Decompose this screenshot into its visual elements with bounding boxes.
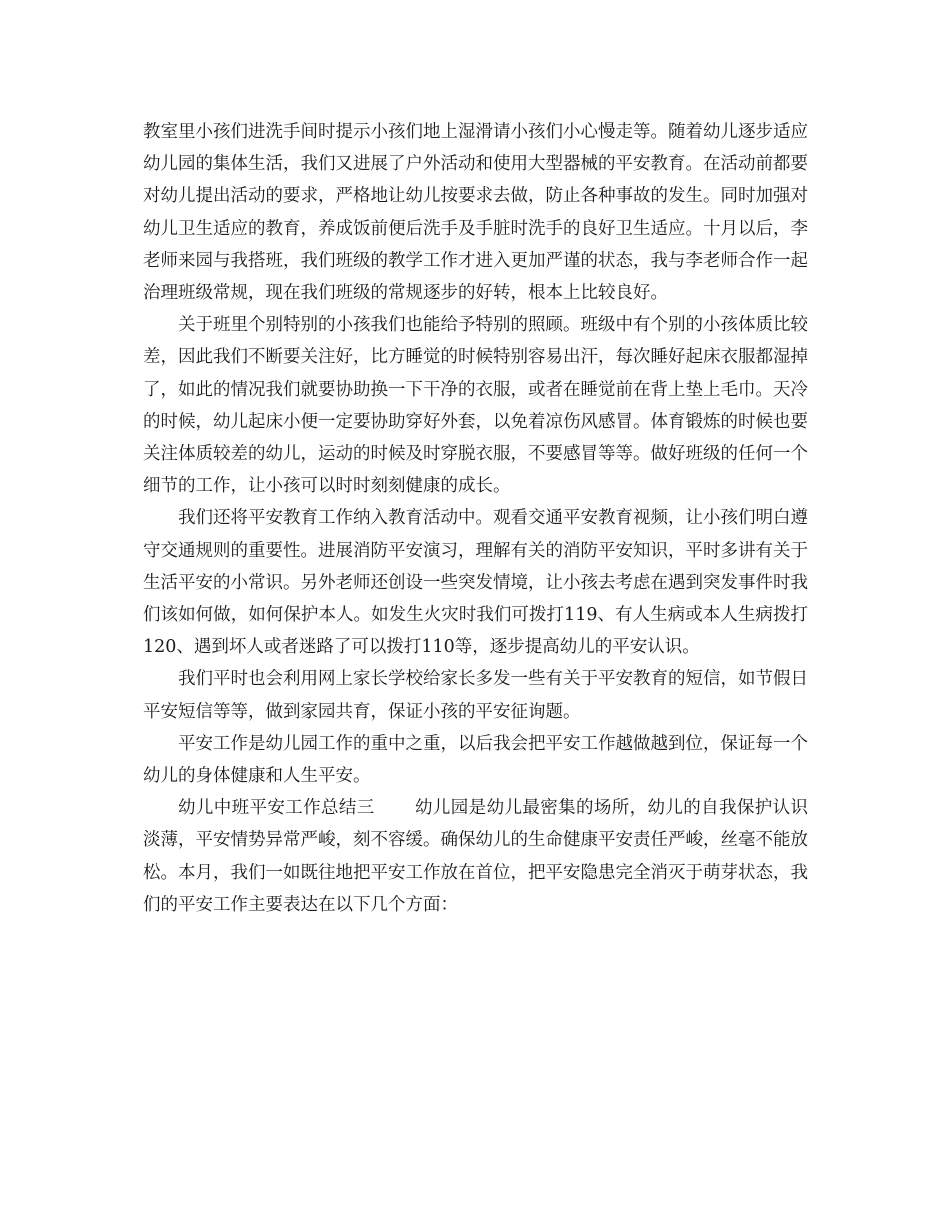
section-heading: 幼儿中班平安工作总结三 — [178, 798, 375, 819]
paragraph-1: 教室里小孩们进洗手间时提示小孩们地上湿滑请小孩们小心慢走等。随着幼儿逐步适应幼儿园的集体生活，我们又进展了户外活动和使用大型器械的平安教育。在活动前都要对幼儿提出活动的要求，严格地让幼儿按要求去做，防止各种事故的发生。同时加强对幼儿卫生适应的教育，养成饭前便后洗手及手脏时洗手的良好卫生适应。十月以后，李老师来园与我搭班，我们班级的教学工作才进入更加严谨的状态，我与李老师合作一起治理班级常规，现在我们班级的常规逐步的好转，根本上比较良好。 — [143, 122, 808, 304]
section-body: 幼儿园是幼儿最密集的场所，幼儿的自我保护认识淡薄，平安情势异常严峻，刻不容缓。确保幼儿的生命健康平安责任严峻，丝毫不能放松。本月，我们一如既往地把平安工作放在首位，把平安隐患完全消灭于萌芽状态，我们的平安工作主要表达在以下几个方面： — [143, 798, 809, 915]
paragraph-5: 平安工作是幼儿园工作的重中之重，以后我会把平安工作越做越到位，保证每一个幼儿的身体健康和人生平安。 — [143, 733, 808, 787]
document-page — [143, 116, 808, 921]
paragraph-2: 关于班里个别特别的小孩我们也能给予特别的照顾。班级中有个别的小孩体质比较差，因此我们不断要关注好，比方睡觉的时候特别容易出汗，每次睡好起床衣服都湿掉了，如此的情况我们就要协助换一下干净的衣服，或者在睡觉前在背上垫上毛巾。天冷的时候，幼儿起床小便一定要协助穿好外套，以免着凉伤风感冒。体育锻炼的时候也要关注体质较差的幼儿，运动的时候及时穿脱衣服，不要感冒等等。做好班级的任何一个细节的工作，让小孩可以时时刻刻健康的成长。 — [143, 315, 808, 497]
paragraph-4: 我们平时也会利用网上家长学校给家长多发一些有关于平安教育的短信，如节假日平安短信等等，做到家园共育，保证小孩的平安征询题。 — [143, 669, 808, 722]
paragraph-6 — [143, 792, 808, 921]
paragraph-3: 我们还将平安教育工作纳入教育活动中。观看交通平安教育视频，让小孩们明白遵守交通规则的重要性。进展消防平安演习，理解有关的消防平安知识，平时多讲有关于生活平安的小常识。另外老师还创设一些突发情境，让小孩去考虑在遇到突发事件时我们该如何做，如何保护本人。如发生火灾时我们可拨打119、有人生病或本人生病拨打120、遇到坏人或者迷路了可以拨打110等，逐步提高幼儿的平安认识。 — [143, 508, 808, 658]
